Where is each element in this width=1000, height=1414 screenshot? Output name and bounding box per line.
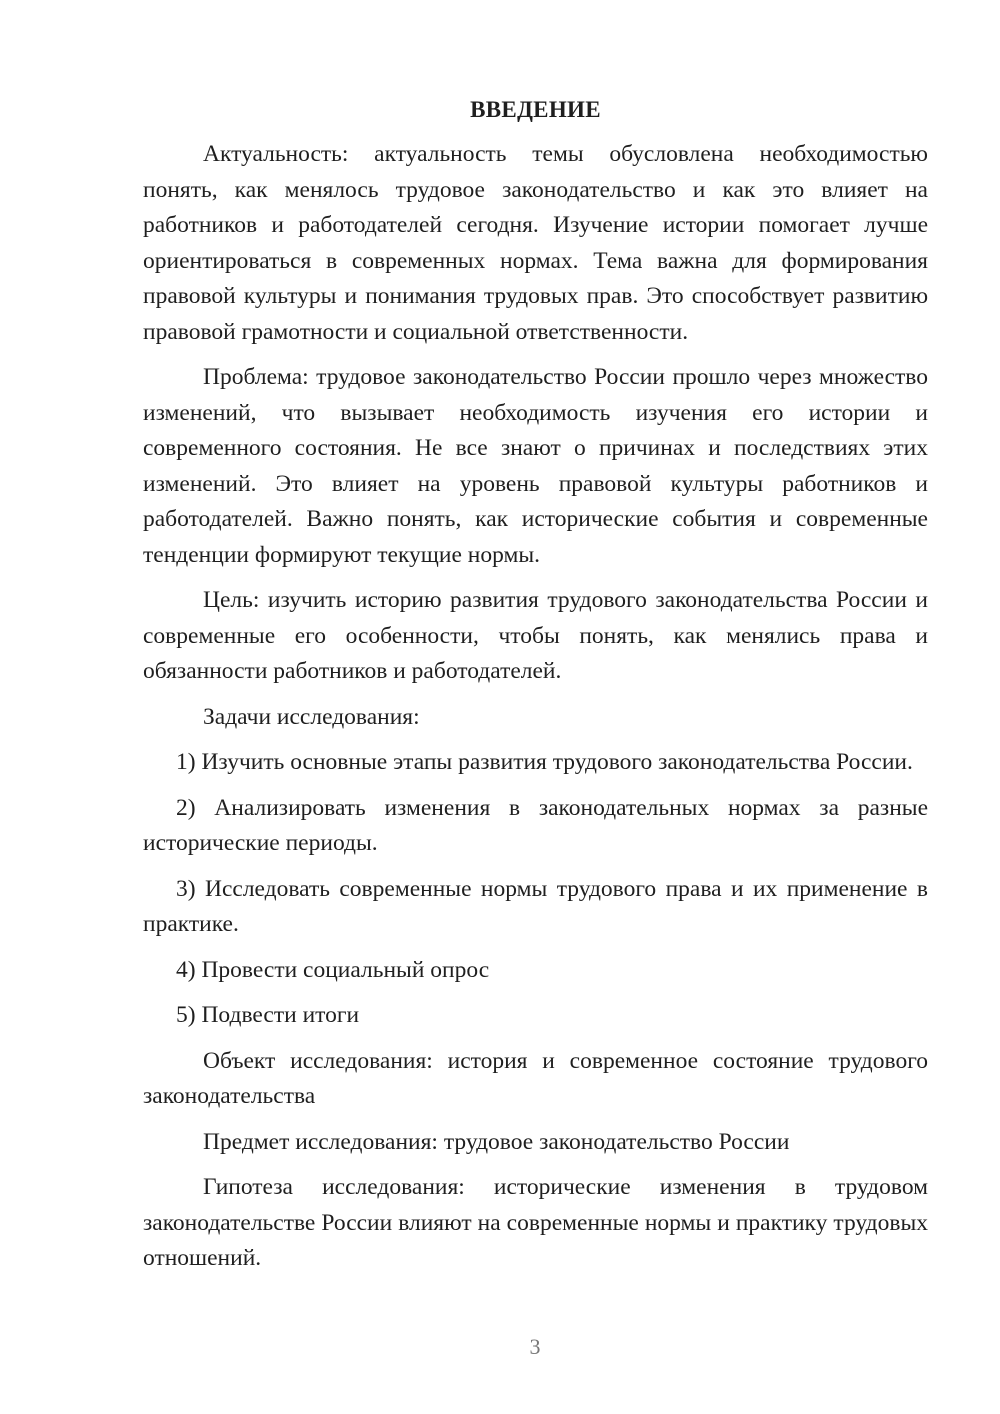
document-page bbox=[143, 95, 928, 1287]
task-item: 5) Подвести итоги bbox=[176, 1002, 360, 1028]
paragraph-hypothesis: Гипотеза исследования: исторические изменения в трудовом законодательстве России влияют на современные нормы и практику трудовых отношений. bbox=[143, 1174, 928, 1271]
paragraph-problem: Проблема: трудовое законодательство России прошло через множество изменений, что вызывает необходимость изучения его истории и современного состояния. Не все знают о причинах и последствиях этих изменений. Это влияет на уровень правовой культуры работников и работодателей. Важно понять, как исторические события и современные тенденции формируют текущие нормы. bbox=[143, 364, 928, 568]
task-item: 3) Исследовать современные нормы трудового права и их применение в практике. bbox=[143, 875, 928, 937]
tasks-heading: Задачи исследования: bbox=[203, 703, 420, 730]
page-number: 3 bbox=[529, 1334, 541, 1359]
paragraph-relevance: Актуальность: актуальность темы обусловлена необходимостью понять, как менялось трудовое законодательство и как это влияет на работников и работодателей сегодня. Изучение истории помогает лучше ориентироваться в современных нормах. Тема важна для формирования правовой культуры и понимания трудовых прав. Это способствует развитию правовой грамотности и социальной ответственности. bbox=[143, 141, 928, 345]
task-item: 4) Провести социальный опрос bbox=[176, 956, 490, 983]
task-item: 2) Анализировать изменения в законодательных нормах за разные исторические периоды. bbox=[143, 794, 928, 856]
paragraph-object: Объект исследования: история и современное состояние трудового законодательства bbox=[143, 1047, 928, 1109]
section-title: ВВЕДЕНИЕ bbox=[470, 97, 601, 122]
paragraph-subject: Предмет исследования: трудовое законодательство России bbox=[203, 1128, 790, 1155]
paragraph-goal: Цель: изучить историю развития трудового законодательства России и современные его особенности, чтобы понять, как менялись права и обязанности работников и работодателей. bbox=[143, 587, 928, 684]
task-item: 1) Изучить основные этапы развития трудового законодательства России. bbox=[176, 749, 913, 775]
